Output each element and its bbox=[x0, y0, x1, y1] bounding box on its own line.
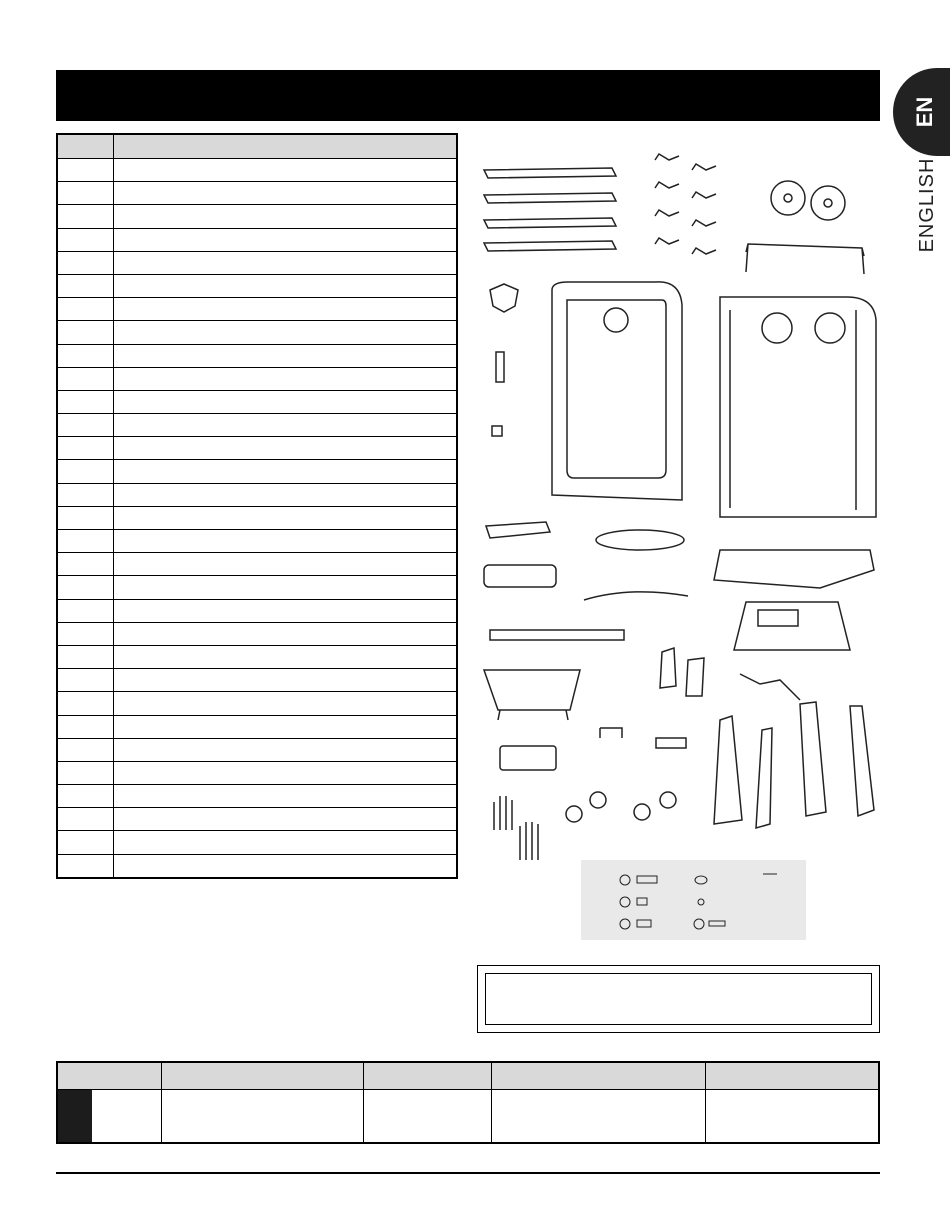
spec-table-header bbox=[57, 1062, 879, 1090]
parts-table-row bbox=[57, 390, 457, 413]
parts-table-row bbox=[57, 483, 457, 506]
rib-hook-icon bbox=[655, 154, 716, 254]
parts-table-row bbox=[57, 669, 457, 692]
wood-chip-box-icon bbox=[484, 670, 580, 720]
caster-wheel-icon bbox=[566, 792, 676, 822]
note-box bbox=[477, 965, 880, 1033]
parts-table-row bbox=[57, 599, 457, 622]
heating-element-icon bbox=[494, 796, 538, 860]
parts-list-table bbox=[56, 133, 458, 879]
ash-tray-icon bbox=[500, 746, 556, 770]
temperature-probe-icon bbox=[740, 674, 800, 700]
language-code: EN bbox=[912, 96, 937, 128]
row-marker bbox=[58, 1090, 92, 1142]
hardware-panel bbox=[581, 860, 806, 940]
logo-badge-icon bbox=[490, 284, 518, 312]
parts-table-row bbox=[57, 576, 457, 599]
parts-table-row bbox=[57, 460, 457, 483]
note-inner-box bbox=[485, 973, 872, 1025]
section-header-bar bbox=[56, 70, 880, 121]
parts-diagram bbox=[470, 140, 890, 950]
spec-table bbox=[56, 1061, 880, 1144]
drip-tray-icon bbox=[484, 565, 556, 587]
cabinet-body-icon bbox=[720, 297, 876, 517]
knob-icon bbox=[492, 426, 502, 436]
parts-table-row bbox=[57, 321, 457, 344]
footer-rule bbox=[56, 1172, 880, 1174]
parts-table-row bbox=[57, 622, 457, 645]
water-pan-icon bbox=[596, 530, 684, 550]
grill-rack-icon bbox=[484, 168, 616, 251]
parts-table-row bbox=[57, 228, 457, 251]
parts-table-row bbox=[57, 506, 457, 529]
parts-table-row bbox=[57, 785, 457, 808]
handle-bar-icon bbox=[746, 244, 864, 274]
heating-base-icon bbox=[714, 550, 874, 650]
parts-table-row bbox=[57, 553, 457, 576]
parts-table-row bbox=[57, 645, 457, 668]
parts-table-row bbox=[57, 414, 457, 437]
parts-table-row bbox=[57, 530, 457, 553]
parts-table-row bbox=[57, 738, 457, 761]
door-icon bbox=[552, 282, 682, 500]
channel-strip-icon bbox=[490, 630, 624, 640]
parts-table-row bbox=[57, 344, 457, 367]
parts-table-row bbox=[57, 854, 457, 878]
parts-table-row bbox=[57, 437, 457, 460]
drip-pan-icon bbox=[486, 522, 550, 538]
parts-table-row bbox=[57, 715, 457, 738]
spec-table-row bbox=[57, 1090, 879, 1144]
parts-table-row bbox=[57, 159, 457, 182]
parts-table-row bbox=[57, 761, 457, 784]
parts-table-row bbox=[57, 182, 457, 205]
parts-table-row bbox=[57, 274, 457, 297]
vent-cover-icon bbox=[771, 181, 845, 220]
parts-table-row bbox=[57, 692, 457, 715]
wire-rack-icon bbox=[584, 592, 688, 600]
parts-table-row bbox=[57, 367, 457, 390]
language-name: ENGLISH bbox=[915, 157, 938, 253]
parts-table-header bbox=[57, 134, 457, 159]
screw-icon bbox=[620, 874, 777, 929]
door-latch-icon bbox=[496, 352, 504, 382]
parts-table-row bbox=[57, 251, 457, 274]
parts-table-row bbox=[57, 205, 457, 228]
bracket-icon bbox=[600, 728, 622, 738]
parts-table-row bbox=[57, 808, 457, 831]
leg-icon bbox=[660, 648, 874, 828]
parts-table-row bbox=[57, 298, 457, 321]
parts-table-row bbox=[57, 831, 457, 854]
small-clip-icon bbox=[656, 738, 686, 748]
